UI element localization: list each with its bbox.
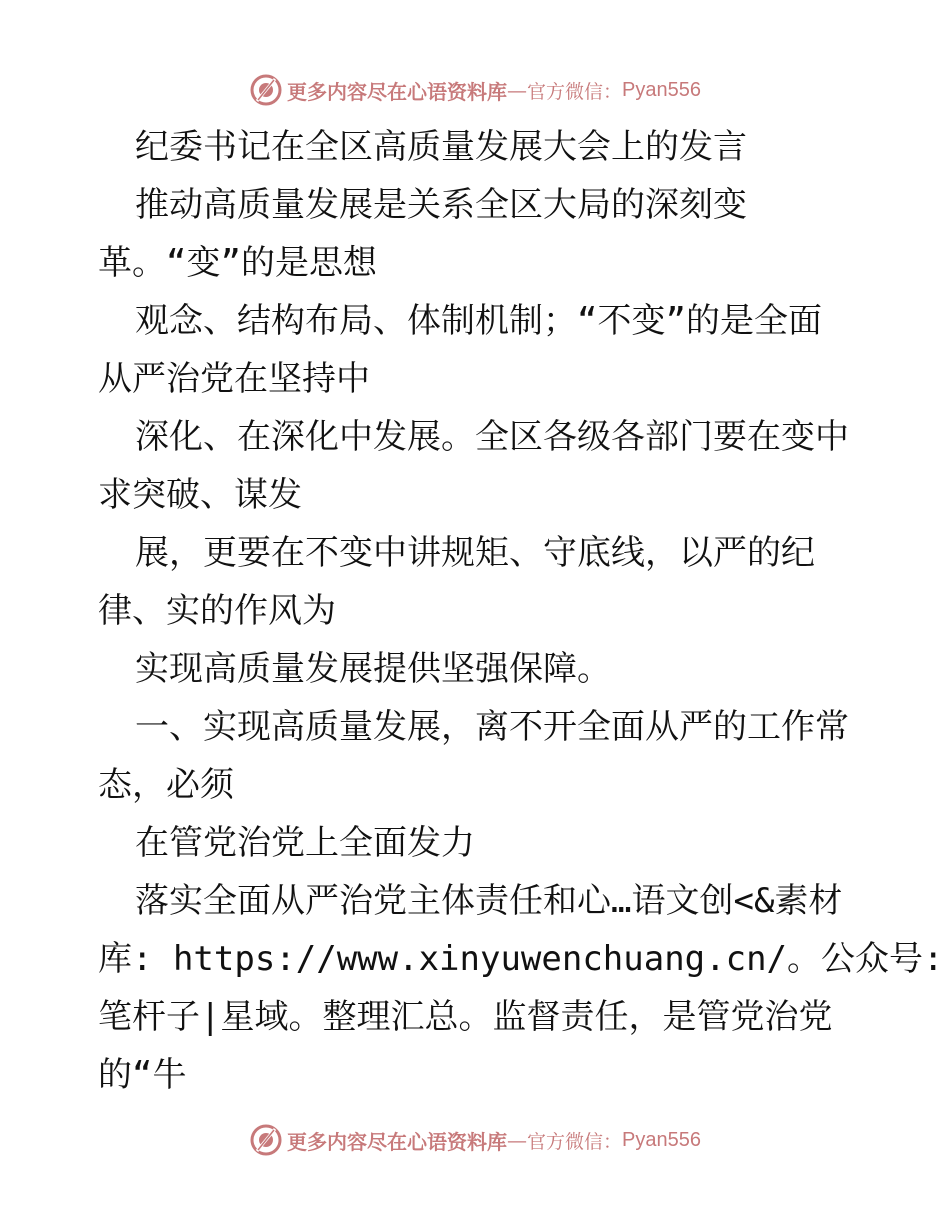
logo-icon <box>249 73 283 107</box>
paragraph-line: 在管党治党上全面发力 <box>135 823 475 863</box>
paragraph-line: 推动高质量发展是关系全区大局的深刻变 <box>135 185 747 225</box>
watermark-official-label: 官方微信： <box>527 80 623 103</box>
footer-watermark <box>0 1120 950 1160</box>
paragraph-line: 落实全面从严治党主体责任和心…语文创<&素材 <box>135 881 843 921</box>
watermark-dash: — <box>507 1128 527 1152</box>
watermark-handle: Pyan556 <box>622 1128 701 1151</box>
paragraph-line: 从严治党在坚持中 <box>98 359 370 399</box>
paragraph-line: 库: https://www.xinyuwenchuang.cn/。公众号: <box>98 939 944 979</box>
paragraph-line: 律、实的作风为 <box>98 591 336 631</box>
header-watermark <box>0 70 950 110</box>
watermark-brand: 更多内容尽在心语资料库 <box>287 1129 507 1154</box>
section-heading-line: 态，必须 <box>98 765 234 805</box>
section-heading-line: 一、实现高质量发展，离不开全面从严的工作常 <box>135 707 849 747</box>
document-body <box>98 118 944 1104</box>
watermark-handle: Pyan556 <box>622 78 701 101</box>
paragraph-line: 笔杆子|星域。整理汇总。监督责任，是管党治党 <box>98 997 833 1037</box>
logo-icon <box>249 1123 283 1157</box>
paragraph-line: 革。“变”的是思想 <box>98 243 377 283</box>
watermark-official-label: 官方微信： <box>527 1130 623 1153</box>
document-title: 纪委书记在全区高质量发展大会上的发言 <box>135 127 747 167</box>
paragraph-line: 深化、在深化中发展。全区各级各部门要在变中 <box>135 417 849 457</box>
paragraph-line: 的“牛 <box>98 1055 187 1095</box>
paragraph-line: 展，更要在不变中讲规矩、守底线，以严的纪 <box>135 533 815 573</box>
watermark-dash: — <box>507 78 527 102</box>
paragraph-line: 求突破、谋发 <box>98 475 302 515</box>
watermark-brand: 更多内容尽在心语资料库 <box>287 79 507 104</box>
paragraph-line: 实现高质量发展提供坚强保障。 <box>135 649 611 689</box>
paragraph-line: 观念、结构布局、体制机制；“不变”的是全面 <box>135 301 822 341</box>
